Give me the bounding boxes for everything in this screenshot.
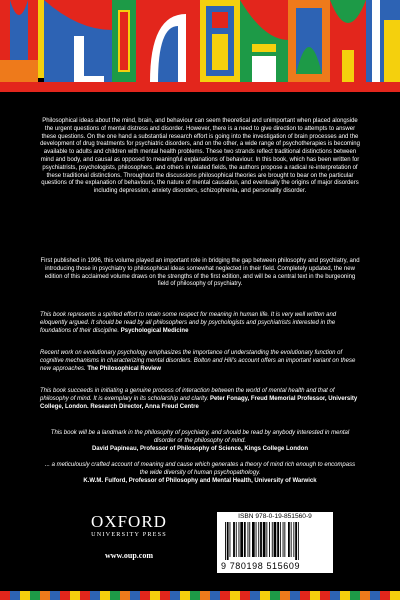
strip-segment bbox=[370, 591, 380, 600]
barcode-bar bbox=[236, 522, 237, 557]
strip-segment bbox=[170, 591, 180, 600]
strip-segment bbox=[0, 591, 10, 600]
strip-segment bbox=[210, 591, 220, 600]
barcode-bar bbox=[263, 522, 266, 557]
strip-segment bbox=[120, 591, 130, 600]
review-4 bbox=[40, 430, 360, 453]
barcode-bar bbox=[227, 522, 229, 560]
review-quote: ... a meticulously crafted account of meaning and cause which generates a theory of mind rich enough to encompass the wide diversity of human psychopathology. bbox=[44, 462, 356, 476]
strip-segment bbox=[240, 591, 250, 600]
publisher-logo bbox=[88, 513, 170, 539]
barcode-bar bbox=[244, 522, 246, 557]
barcode-bar bbox=[277, 522, 279, 557]
barcode-bar bbox=[266, 522, 267, 557]
barcode-bar bbox=[293, 522, 294, 557]
barcode-bar bbox=[283, 522, 284, 557]
review-3 bbox=[40, 388, 360, 411]
barcode-panel bbox=[217, 512, 333, 573]
review-2 bbox=[40, 350, 360, 373]
strip-segment bbox=[200, 591, 210, 600]
strip-segment bbox=[360, 591, 370, 600]
strip-segment bbox=[10, 591, 20, 600]
strip-segment bbox=[80, 591, 90, 600]
description-paragraph-1: Philosophical ideas about the mind, brain, and behaviour can seem theoretical and unimportant when placed alongside the urgent questions of mental distress and disorder. However, there is a need to give direction to attempts to answer these questions. On the one hand a substantial research effort is going into the investigation of brain processes and the development of drug treatments for psychiatric disorders, and on the other, a wide range of psychotherapies is becoming available to adults and children with mental health problems. These two strands reflect traditional distinctions between mind and body, and causal as opposed to meaningful explanations of behaviour. In this book, which has been written for psychiatrists, psychologists, philosophers, and others in related fields, the authors propose a radical re-interpretation of these traditional distinctions. Throughout the discussions philosophical theories are brought to bear on the particular questions of the explanation of behaviours, the nature of mental causation, and eventually the origins of major disorders including depression, anxiety disorders, schizophrenia, and personality disorder. bbox=[40, 118, 360, 195]
barcode-bar bbox=[256, 522, 257, 557]
strip-segment bbox=[220, 591, 230, 600]
barcode-bar bbox=[298, 522, 299, 560]
barcode-bar bbox=[269, 522, 270, 557]
strip-segment bbox=[260, 591, 270, 600]
strip-segment bbox=[30, 591, 40, 600]
strip-segment bbox=[60, 591, 70, 600]
strip-segment bbox=[230, 591, 240, 600]
strip-segment bbox=[390, 591, 400, 600]
strip-segment bbox=[110, 591, 120, 600]
strip-segment bbox=[160, 591, 170, 600]
strip-segment bbox=[40, 591, 50, 600]
publisher-name: OXFORD bbox=[91, 512, 167, 531]
review-source: The Philosophical Review bbox=[87, 365, 162, 372]
review-quote: This book will be a landmark in the philosophy of psychiatry, and should be read by anybody interested in mental disorder or the philosophy of mind. bbox=[50, 430, 350, 444]
barcode-bar bbox=[280, 522, 281, 557]
strip-segment bbox=[340, 591, 350, 600]
review-1 bbox=[40, 312, 360, 335]
strip-segment bbox=[300, 591, 310, 600]
barcode-bar bbox=[225, 522, 226, 560]
bottom-color-strip bbox=[0, 591, 400, 600]
strip-segment bbox=[320, 591, 330, 600]
isbn-text: ISBN 978-0-19-851560-9 bbox=[238, 513, 312, 520]
barcode-bar bbox=[248, 522, 249, 557]
barcode-bar bbox=[233, 522, 235, 557]
barcode-bar bbox=[291, 522, 292, 557]
barcode-bar bbox=[240, 522, 243, 557]
strip-segment bbox=[380, 591, 390, 600]
strip-segment bbox=[290, 591, 300, 600]
strip-segment bbox=[50, 591, 60, 600]
barcode-bar bbox=[295, 522, 297, 560]
barcode-bar bbox=[284, 522, 285, 557]
review-source: David Papineau, Professor of Philosophy of Science, Kings College London bbox=[91, 445, 309, 452]
strip-segment bbox=[150, 591, 160, 600]
barcode-bar bbox=[272, 522, 273, 557]
review-quote: This book succeeds in initiating a genuine process of interaction between the world of mental health and that of philosophy of mind. It is exemplary in its scholarship and clarity. bbox=[40, 388, 335, 402]
barcode-bar bbox=[288, 522, 290, 557]
barcode-bar bbox=[258, 522, 259, 557]
barcode-bar bbox=[239, 522, 240, 557]
review-5 bbox=[40, 462, 360, 485]
barcode-digits: 9 780198 515609 bbox=[221, 561, 301, 571]
strip-segment bbox=[250, 591, 260, 600]
strip-segment bbox=[140, 591, 150, 600]
review-quote: This book represents a spirited effort to retain some respect for meaning in human life. It is very well written and eloquently argued. It should be read by all philosophers and by psychologists and psychiatrists interested in the foundations of their discipline. bbox=[40, 312, 337, 334]
review-source: Peter Fonagy, Freud Memorial Professor, University College, London. Research Director, Anna Freud Centre bbox=[40, 395, 358, 410]
publisher-press: UNIVERSITY PRESS bbox=[91, 531, 167, 538]
strip-segment bbox=[330, 591, 340, 600]
strip-segment bbox=[190, 591, 200, 600]
strip-segment bbox=[180, 591, 190, 600]
cover-art bbox=[0, 0, 400, 96]
strip-segment bbox=[310, 591, 320, 600]
description-paragraph-2: First published in 1996, this volume played an important role in bridging the gap between philosophy and psychiatry, and introducing those in psychiatry to philosophical ideas somewhat neglected in their field. Completely updated, the new edition of this acclaimed volume draws on the strengths of the first edition, and will be a central text in the burgeoning field of philosophy of psychiatry. bbox=[40, 258, 360, 288]
review-source: K.W.M. Fulford, Professor of Philosophy and Mental Health, University of Warwick bbox=[83, 477, 317, 484]
strip-segment bbox=[20, 591, 30, 600]
barcode-image bbox=[225, 522, 325, 560]
review-quote: Recent work on evolutionary psychology emphasizes the importance of understanding the evolutionary function of cognitive mechanisms in characterizing mental disorders. Bolton and Hill's account offers an important variant on these new approaches. bbox=[40, 350, 356, 372]
strip-segment bbox=[350, 591, 360, 600]
strip-segment bbox=[130, 591, 140, 600]
barcode-bar bbox=[230, 522, 231, 557]
barcode-bar bbox=[274, 522, 277, 557]
strip-segment bbox=[100, 591, 110, 600]
strip-segment bbox=[90, 591, 100, 600]
strip-segment bbox=[70, 591, 80, 600]
publisher-url: www.oup.com bbox=[104, 551, 153, 560]
review-source: Psychological Medicine bbox=[120, 327, 189, 334]
strip-segment bbox=[270, 591, 280, 600]
barcode-bar bbox=[260, 522, 262, 557]
strip-segment bbox=[280, 591, 290, 600]
barcode-bar bbox=[252, 522, 255, 557]
barcode-bar bbox=[249, 522, 250, 557]
